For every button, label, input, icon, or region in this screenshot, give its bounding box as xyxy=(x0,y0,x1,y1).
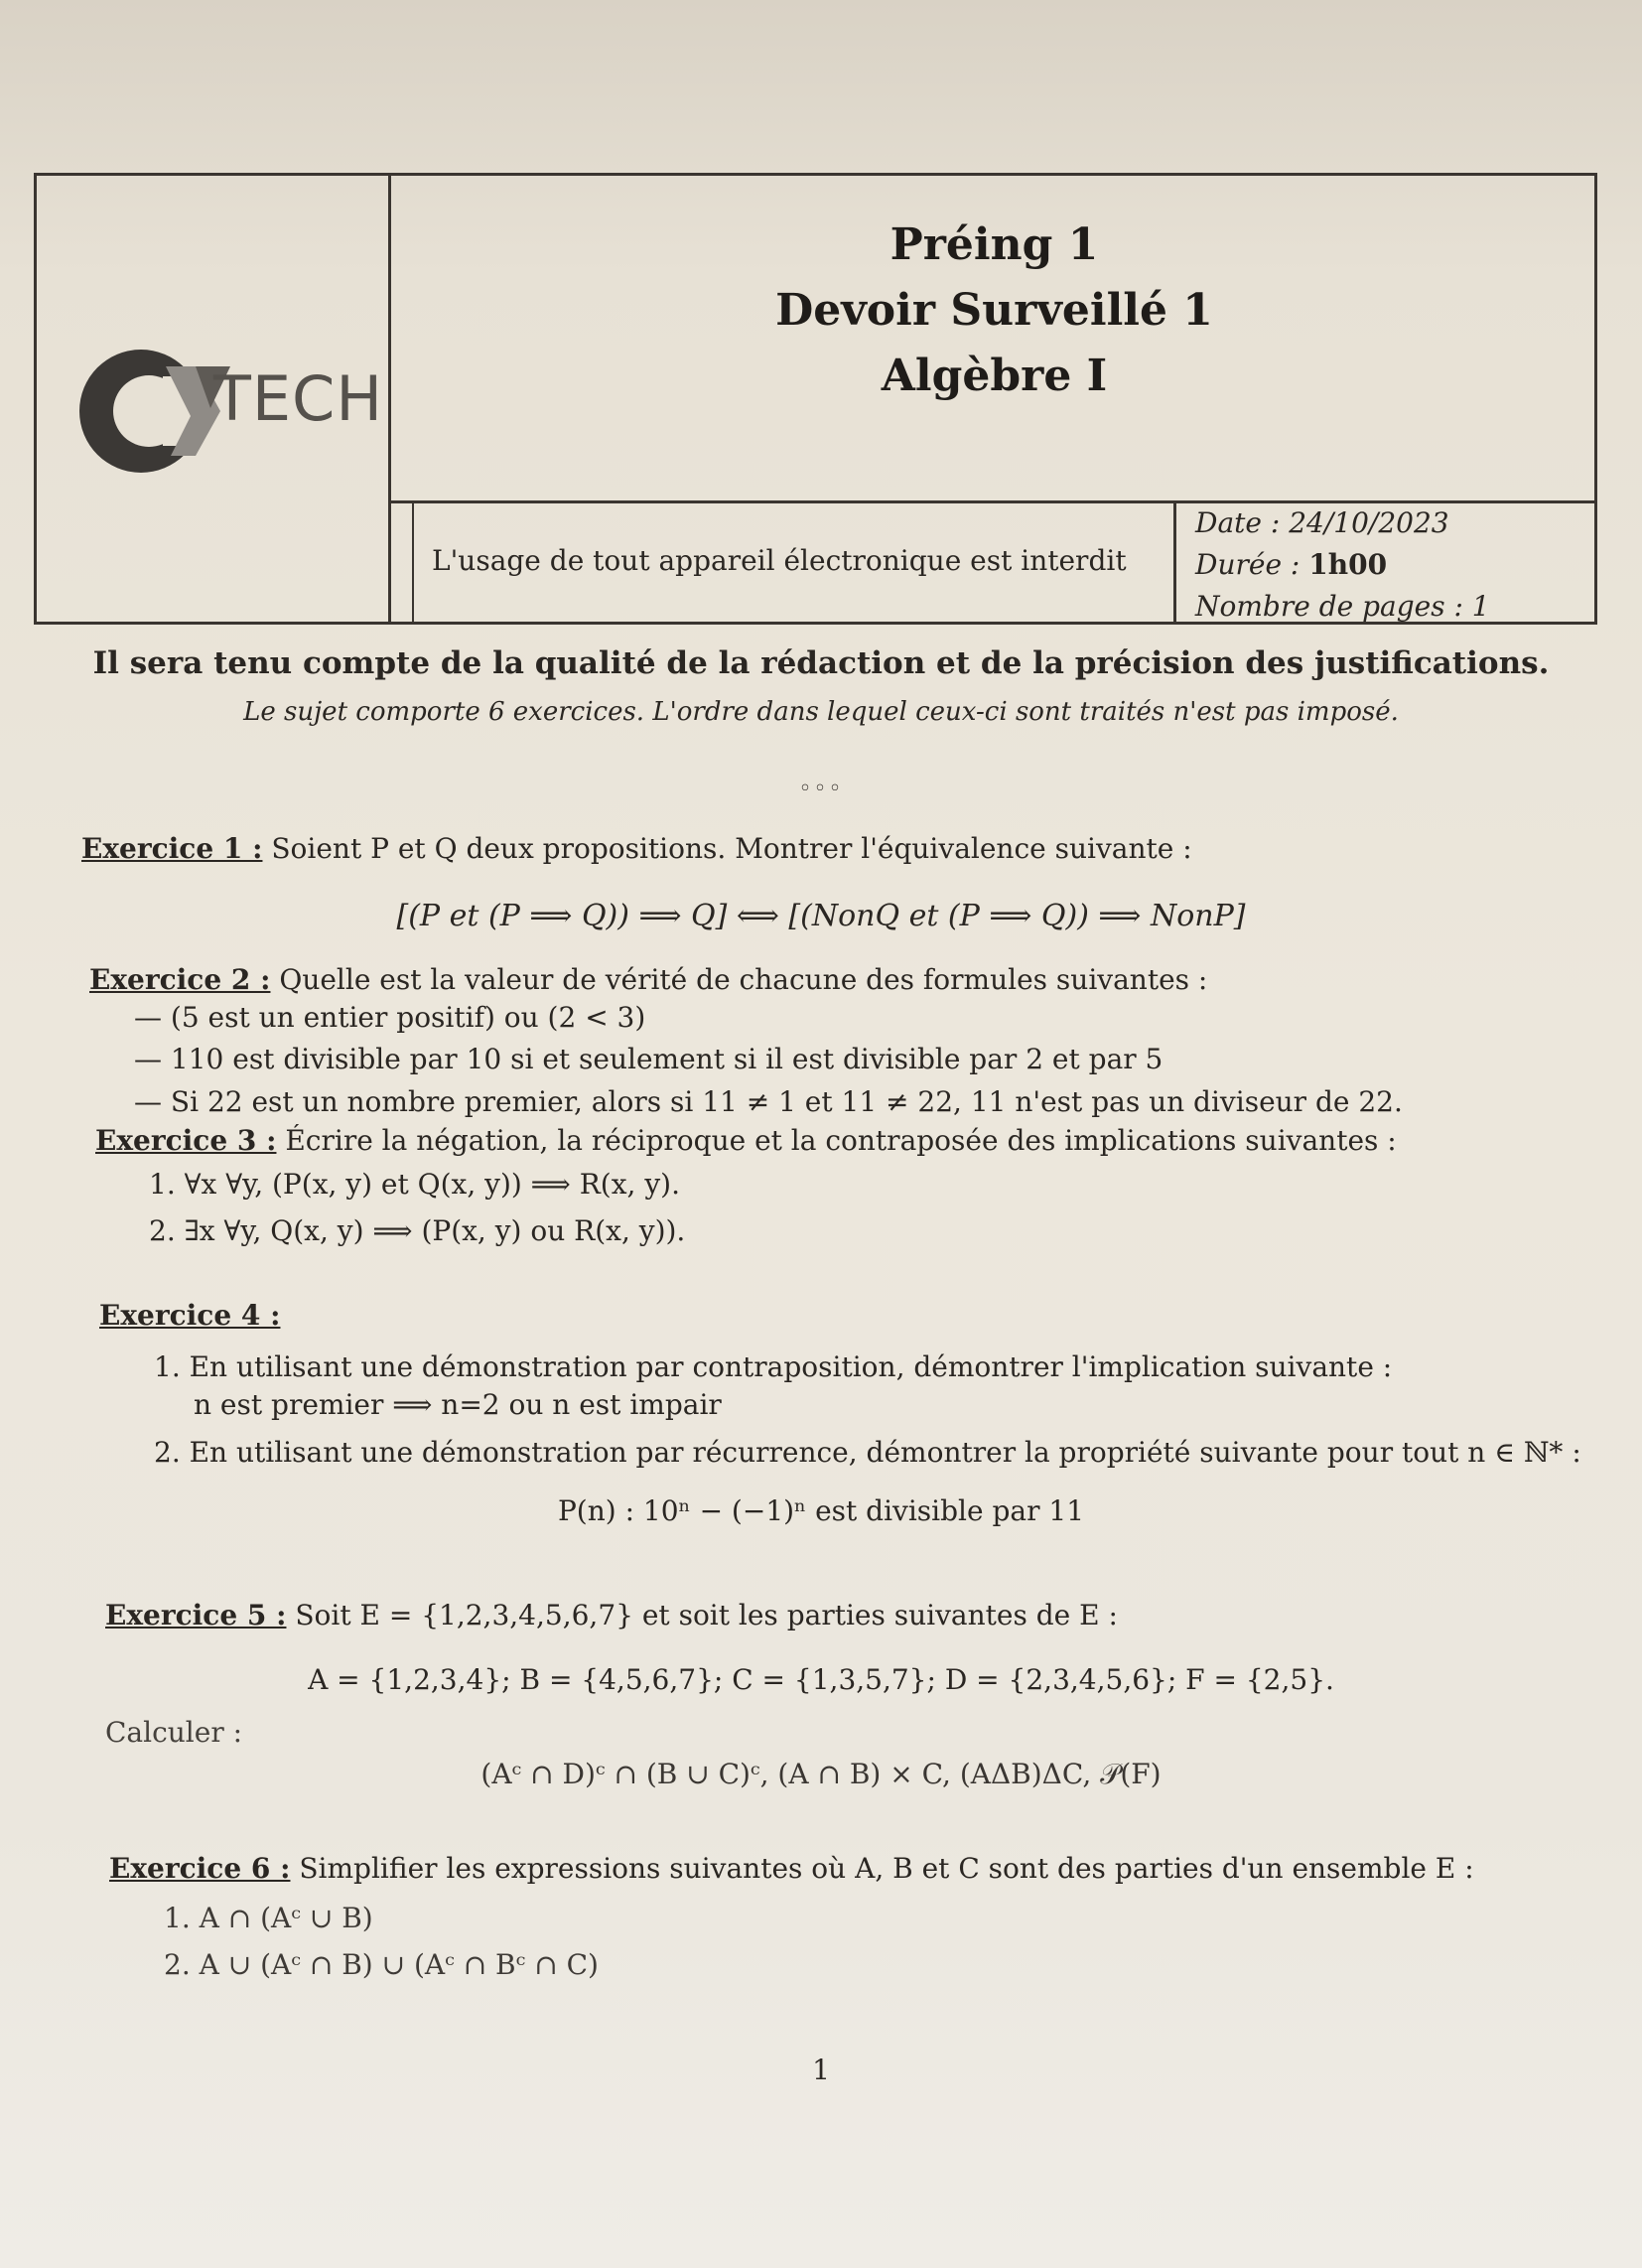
device-notice: L'usage de tout appareil électronique est interdit xyxy=(432,544,1127,577)
exercise-3-item: 1. ∀x ∀y, (P(x, y) et Q(x, y)) ⟹ R(x, y). xyxy=(149,1168,680,1201)
exercise-4-item-1: 1. En utilisant une démonstration par contraposition, démontrer l'implication suivante : xyxy=(154,1350,1393,1383)
exercise-2-label: Exercice 2 : xyxy=(89,963,271,996)
page-number: 1 xyxy=(812,2054,830,2086)
exercise-6-item: 2. A ∪ (Aᶜ ∩ B) ∪ (Aᶜ ∩ Bᶜ ∩ C) xyxy=(164,1948,599,1981)
exercise-2-item: — (5 est un entier positif) ou (2 < 3) xyxy=(134,1001,646,1034)
title-cell xyxy=(391,173,1597,503)
exercise-3-item: 2. ∃x ∀y, Q(x, y) ⟹ (P(x, y) ou R(x, y)). xyxy=(149,1214,686,1247)
subject-note: Le sujet comporte 6 exercices. L'ordre dans lequel ceux-ci sont traités n'est pas imposé. xyxy=(243,697,1399,727)
page-count: Nombre de pages : 1 xyxy=(1195,590,1490,623)
logo-text: TECH xyxy=(213,362,383,435)
exercise-6-item: 1. A ∩ (Aᶜ ∪ B) xyxy=(164,1902,373,1934)
exam-duration: Durée : 1h00 xyxy=(1195,548,1388,581)
exercise-6-label: Exercice 6 : xyxy=(109,1852,291,1885)
ornament: ◦◦◦ xyxy=(798,777,844,801)
exercise-5-calc-label: Calculer : xyxy=(105,1716,243,1749)
exercise-5: Exercice 5 : Soit E = {1,2,3,4,5,6,7} et soit les parties suivantes de E : xyxy=(105,1599,1118,1631)
exercise-1-label: Exercice 1 : xyxy=(81,832,263,865)
title-subject: Algèbre I xyxy=(881,351,1108,401)
exercise-3: Exercice 3 : Écrire la négation, la réciproque et la contraposée des implications suivantes : xyxy=(95,1124,1397,1157)
exercise-5-label: Exercice 5 : xyxy=(105,1599,287,1631)
title-level: Préing 1 xyxy=(889,219,1099,270)
exercise-6: Exercice 6 : Simplifier les expressions suivantes où A, B et C sont des parties d'un ensemble E : xyxy=(109,1852,1474,1885)
grading-notice: Il sera tenu compte de la qualité de la rédaction et de la précision des justifications. xyxy=(92,645,1550,681)
exercise-4-property: P(n) : 10ⁿ − (−1)ⁿ est divisible par 11 xyxy=(557,1494,1085,1527)
exercise-2: Exercice 2 : Quelle est la valeur de vérité de chacune des formules suivantes : xyxy=(89,963,1208,996)
exam-date: Date : 24/10/2023 xyxy=(1195,506,1449,539)
exercise-4 xyxy=(99,1299,280,1332)
exercise-5-sets: A = {1,2,3,4}; B = {4,5,6,7}; C = {1,3,5,7}; D = {2,3,4,5,6}; F = {2,5}. xyxy=(308,1663,1334,1696)
exercise-4-label: Exercice 4 : xyxy=(99,1299,281,1332)
exercise-5-calc: (Aᶜ ∩ D)ᶜ ∩ (B ∪ C)ᶜ, (A ∩ B) × C, (AΔB)ΔC, 𝒫(F) xyxy=(480,1758,1162,1790)
exercise-4-item-2: 2. En utilisant une démonstration par récurrence, démontrer la propriété suivante pour tout n ∈ ℕ* : xyxy=(154,1436,1581,1469)
exercise-1: Exercice 1 : Soient P et Q deux propositions. Montrer l'équivalence suivante : xyxy=(81,832,1192,865)
exercise-3-label: Exercice 3 : xyxy=(95,1124,277,1157)
title-exam: Devoir Surveillé 1 xyxy=(775,285,1213,336)
exercise-2-item: — 110 est divisible par 10 si et seulement si il est divisible par 2 et par 5 xyxy=(134,1043,1163,1075)
exercise-1-formula: [(P et (P ⟹ Q)) ⟹ Q] ⟺ [(NonQ et (P ⟹ Q)) ⟹ NonP] xyxy=(396,899,1246,933)
exercise-2-item: — Si 22 est un nombre premier, alors si 11 ≠ 1 et 11 ≠ 22, 11 n'est pas un diviseur de 22. xyxy=(134,1085,1403,1118)
exercise-4-item-1-statement: n est premier ⟹ n=2 ou n est impair xyxy=(194,1388,722,1421)
